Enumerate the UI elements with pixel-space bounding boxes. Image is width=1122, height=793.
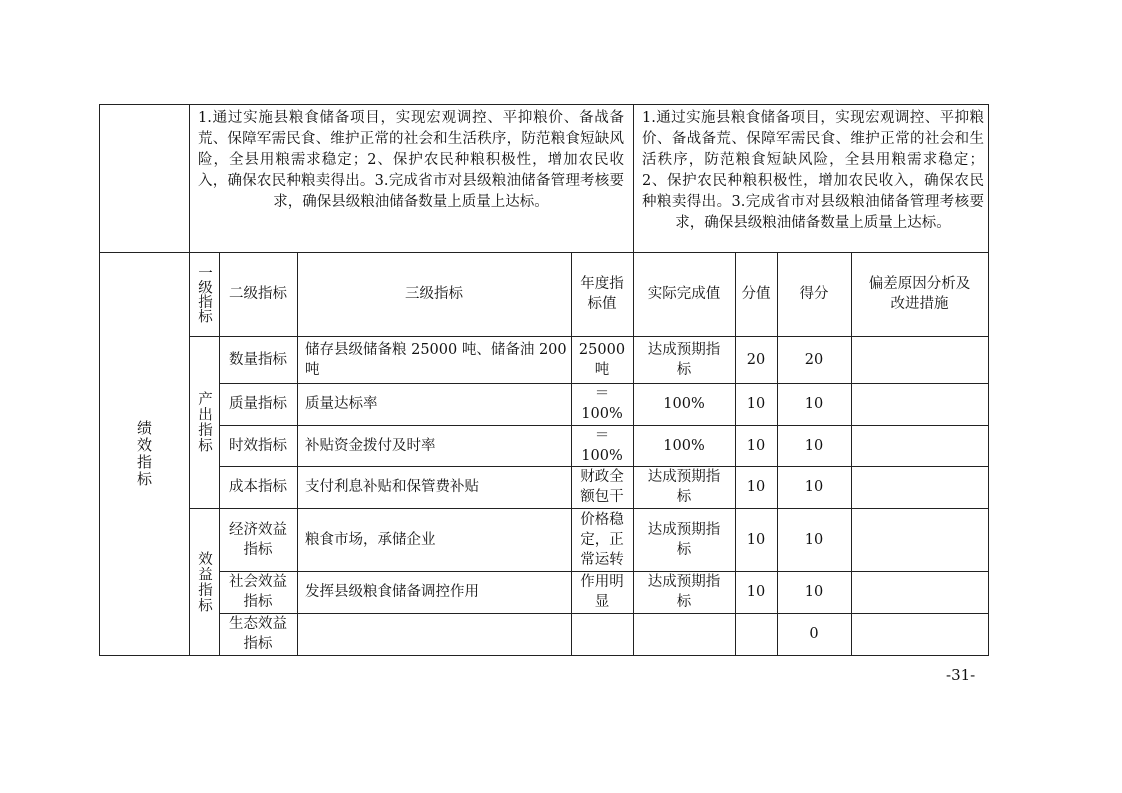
cell-target-text: 财政全额包干: [580, 469, 624, 505]
cell-level3-text: 粮食市场，承储企业: [305, 531, 436, 548]
cell-actual-text: 达成预期指标: [647, 341, 721, 378]
header-level1-text: 一级指标: [196, 265, 212, 323]
row-divider: [219, 613, 989, 614]
cell-deviation: [851, 383, 988, 425]
actual-result-text: [633, 104, 988, 252]
section-label: 绩效指标: [135, 419, 153, 488]
section-label-cell: [99, 252, 189, 655]
cell-deviation: [851, 508, 988, 571]
header-score-value-text: 分值: [741, 286, 771, 302]
header-score-text: 得分: [799, 286, 829, 302]
cell-level3: [297, 571, 571, 613]
cell-level3-text: 储存县级储备粮 25000 吨、储备油 200 吨: [305, 341, 567, 378]
cell-score-text: 10: [804, 396, 824, 412]
cell-actual-text: 达成预期指标: [647, 574, 721, 610]
group-divider: [189, 508, 989, 509]
cell-score-value: [735, 613, 777, 655]
cell-deviation: [851, 571, 988, 613]
cell-deviation: [851, 613, 988, 655]
row-divider: [219, 383, 989, 384]
cell-score-value: [735, 383, 777, 425]
cell-deviation: [851, 336, 988, 383]
cell-level2-text: 成本指标: [229, 479, 287, 495]
cell-score: [777, 466, 851, 508]
column-divider: [219, 252, 220, 656]
cell-score-value: [735, 336, 777, 383]
header-target: [571, 252, 633, 336]
group-benefit-label: [189, 508, 219, 655]
cell-level3: [297, 336, 571, 383]
cell-target-text: 价格稳定，正常运转: [580, 511, 624, 568]
row-divider: [219, 571, 989, 572]
cell-target-text: 25000吨: [578, 341, 626, 378]
row-divider: [219, 466, 989, 467]
cell-score: [777, 508, 851, 571]
cell-target-text: 作用明显: [580, 574, 624, 610]
column-divider: [735, 252, 736, 656]
column-divider: [297, 252, 298, 656]
cell-actual: [633, 383, 735, 425]
cell-level3-text: 发挥县级粮食储备调控作用: [305, 584, 479, 600]
cell-target: [571, 613, 633, 655]
column-divider: [851, 252, 852, 656]
cell-actual: [633, 508, 735, 571]
planned-goal-content: 1.通过实施县粮食储备项目，实现宏观调控、平抑粮价、备战备荒、保障军需民食、维护正常的社会和生活秩序，防范粮食短缺风险，全县用粮需求稳定；2、保护农民种粮积极性，增加农民收入，确保农民种粮卖得出。3.完成省市对县级粮油储备管理考核要求，确保县级粮油储备数量上质量上达标。: [198, 110, 624, 210]
cell-actual-text: 达成预期指标: [647, 521, 721, 558]
cell-level3: [297, 508, 571, 571]
cell-level3: [297, 466, 571, 508]
cell-actual: [633, 466, 735, 508]
cell-actual: [633, 571, 735, 613]
cell-level2: [219, 383, 297, 425]
cell-level2-text: 数量指标: [229, 351, 287, 368]
cell-level2: [219, 613, 297, 655]
table-left-border: [99, 104, 100, 656]
header-level2: [219, 252, 297, 336]
cell-score: [777, 613, 851, 655]
cell-score-text: 10: [804, 584, 824, 600]
cell-score-value-text: 10: [746, 396, 766, 412]
column-divider: [571, 252, 572, 656]
cell-score: [777, 383, 851, 425]
cell-level3: [297, 425, 571, 466]
cell-actual: [633, 425, 735, 466]
header-target-text: 年度指标值: [580, 276, 624, 312]
header-actual-text: 实际完成值: [647, 286, 721, 302]
row-divider: [219, 425, 989, 426]
cell-score-value-text: 10: [746, 437, 766, 454]
header-deviation-text: 偏差原因分析及改进措施: [868, 276, 971, 312]
cell-score-text: 20: [804, 351, 824, 368]
cell-level3-text: 质量达标率: [305, 396, 378, 412]
column-divider: [189, 104, 190, 656]
cell-level3: [297, 613, 571, 655]
table-top-border: [99, 104, 989, 105]
header-actual: [633, 252, 735, 336]
group-benefit-text: 效益指标: [196, 550, 212, 613]
header-level2-text: 二级指标: [229, 286, 287, 302]
cell-score-text: 0: [809, 626, 819, 642]
cell-score: [777, 571, 851, 613]
cell-target: [571, 383, 633, 425]
cell-score-value: [735, 508, 777, 571]
group-output-label: [189, 336, 219, 508]
cell-level2: [219, 508, 297, 571]
column-divider: [777, 252, 778, 656]
cell-actual-text: 100%: [663, 437, 705, 454]
cell-score: [777, 336, 851, 383]
cell-level2: [219, 425, 297, 466]
cell-score-value-text: 10: [746, 531, 766, 548]
cell-score-text: 10: [804, 531, 824, 548]
cell-target: [571, 508, 633, 571]
cell-level3-text: 补贴资金拨付及时率: [305, 437, 436, 454]
cell-score-value: [735, 571, 777, 613]
cell-actual-text: 100%: [663, 396, 705, 412]
cell-actual-text: 达成预期指标: [647, 469, 721, 505]
page-number: -31-: [946, 666, 976, 684]
goal-row-bottom-border: [99, 252, 989, 253]
table-right-border: [988, 104, 989, 656]
cell-deviation: [851, 466, 988, 508]
cell-level2-text: 生态效益指标: [229, 616, 287, 652]
cell-target: [571, 336, 633, 383]
cell-actual: [633, 336, 735, 383]
cell-level2-text: 质量指标: [229, 396, 287, 412]
header-level3-text: 三级指标: [405, 286, 463, 302]
header-bottom-border: [189, 336, 989, 337]
cell-score: [777, 425, 851, 466]
table-bottom-border: [99, 655, 989, 656]
header-deviation: [851, 252, 988, 336]
cell-level3: [297, 383, 571, 425]
cell-score-text: 10: [804, 479, 824, 495]
cell-score-text: 10: [804, 437, 824, 454]
cell-target-text: ＝100%: [581, 427, 623, 464]
cell-target-text: ＝100%: [581, 386, 623, 422]
cell-level2: [219, 571, 297, 613]
cell-score-value-text: 10: [746, 479, 766, 495]
cell-target: [571, 571, 633, 613]
cell-score-value: [735, 425, 777, 466]
cell-target: [571, 466, 633, 508]
actual-result-content: 1.通过实施县粮食储备项目，实现宏观调控、平抑粮价、备战备荒、保障军需民食、维护正常的社会和生活秩序，防范粮食短缺风险，全县用粮需求稳定；2、保护农民种粮积极性，增加农民收入，确保农民种粮卖得出。3.完成省市对县级粮油储备管理考核要求，确保县级粮油储备数量上质量上达标。: [642, 110, 984, 231]
cell-level2-text: 社会效益指标: [229, 574, 287, 610]
cell-level2-text: 经济效益指标: [229, 521, 287, 558]
header-level1: [189, 252, 219, 336]
cell-target: [571, 425, 633, 466]
group-output-text: 产出指标: [196, 391, 212, 453]
cell-level3-text: 支付利息补贴和保管费补贴: [305, 479, 479, 495]
cell-deviation: [851, 425, 988, 466]
cell-level2-text: 时效指标: [229, 437, 287, 454]
column-divider: [633, 104, 634, 656]
header-score: [777, 252, 851, 336]
cell-level2: [219, 466, 297, 508]
cell-score-value-text: 10: [746, 584, 766, 600]
cell-score-value: [735, 466, 777, 508]
planned-goal-text: [189, 104, 633, 252]
header-score-value: [735, 252, 777, 336]
cell-actual: [633, 613, 735, 655]
goal-row-blank-cell: [99, 104, 189, 252]
cell-score-value-text: 20: [746, 351, 766, 368]
header-level3: [297, 252, 571, 336]
cell-level2: [219, 336, 297, 383]
